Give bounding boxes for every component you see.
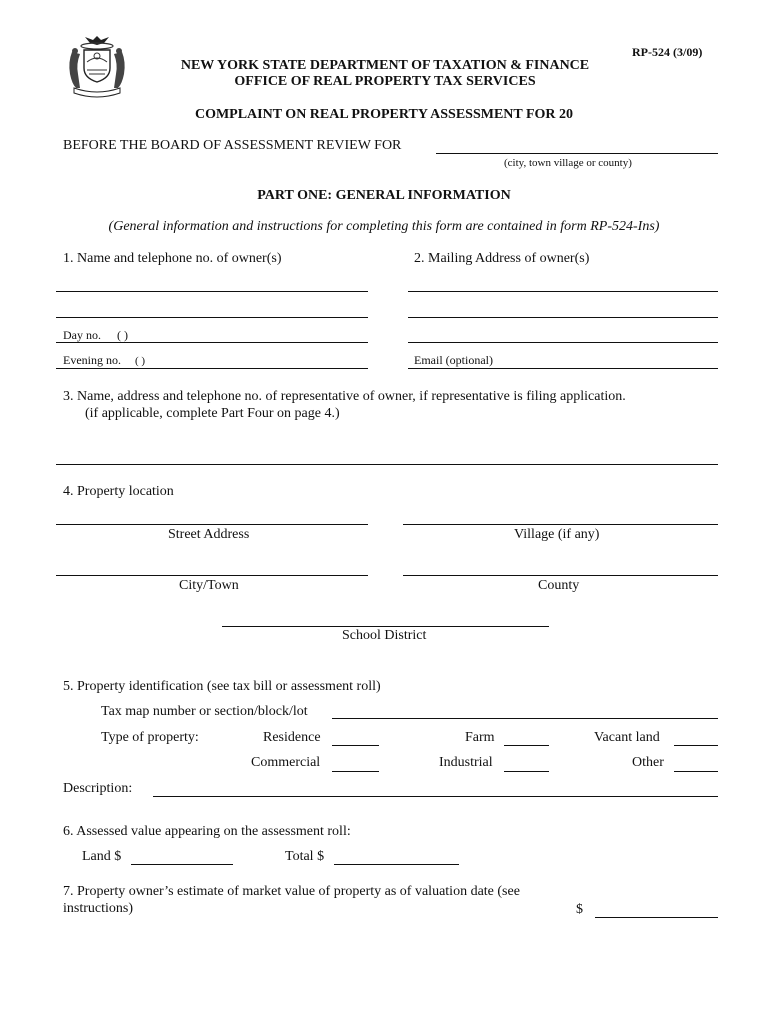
city-town-caption: City/Town bbox=[179, 578, 239, 593]
industrial-field[interactable] bbox=[504, 771, 549, 772]
commercial-field[interactable] bbox=[332, 771, 379, 772]
description-label: Description: bbox=[63, 781, 133, 796]
q7-label: 7. Property owner’s estimate of market value of property as of valuation date (see bbox=[63, 884, 520, 899]
vacant-land-label: Vacant land bbox=[594, 730, 660, 745]
farm-field[interactable] bbox=[504, 745, 549, 746]
mailing-address-line-3[interactable] bbox=[408, 342, 718, 343]
board-name-field[interactable] bbox=[436, 153, 718, 154]
email-label: Email (optional) bbox=[414, 353, 493, 367]
village-caption: Village (if any) bbox=[514, 527, 600, 542]
other-label: Other bbox=[632, 755, 664, 770]
q2-label: 2. Mailing Address of owner(s) bbox=[414, 251, 590, 266]
vacant-land-field[interactable] bbox=[674, 745, 718, 746]
village-field[interactable] bbox=[403, 524, 718, 525]
farm-label: Farm bbox=[465, 730, 495, 745]
day-phone-label: Day no. bbox=[63, 328, 101, 342]
total-value-field[interactable] bbox=[334, 864, 459, 865]
representative-field[interactable] bbox=[56, 464, 718, 465]
market-value-field[interactable] bbox=[595, 917, 718, 918]
industrial-label: Industrial bbox=[439, 755, 493, 770]
school-district-caption: School District bbox=[342, 628, 427, 643]
board-label: BEFORE THE BOARD OF ASSESSMENT REVIEW FOR bbox=[63, 138, 402, 153]
mailing-address-line-1[interactable] bbox=[408, 291, 718, 292]
commercial-label: Commercial bbox=[251, 755, 321, 770]
land-value-label: Land $ bbox=[82, 849, 122, 864]
owner-name-line-1[interactable] bbox=[56, 291, 368, 292]
county-field[interactable] bbox=[403, 575, 718, 576]
market-value-dollar: $ bbox=[576, 902, 583, 917]
evening-phone-area-code: ( ) bbox=[135, 355, 146, 367]
q4-label: 4. Property location bbox=[63, 484, 174, 499]
day-phone-area-code: ( ) bbox=[117, 328, 128, 342]
land-value-field[interactable] bbox=[131, 864, 233, 865]
q3-sublabel: (if applicable, complete Part Four on page 4.) bbox=[85, 406, 340, 421]
q1-label: 1. Name and telephone no. of owner(s) bbox=[63, 251, 282, 266]
part-one-heading: PART ONE: GENERAL INFORMATION bbox=[257, 188, 511, 203]
q6-label: 6. Assessed value appearing on the assessment roll: bbox=[63, 824, 351, 839]
email-field[interactable] bbox=[408, 368, 718, 369]
mailing-address-line-2[interactable] bbox=[408, 317, 718, 318]
total-value-label: Total $ bbox=[285, 849, 325, 864]
evening-phone-field[interactable] bbox=[56, 368, 368, 369]
owner-name-line-2[interactable] bbox=[56, 317, 368, 318]
description-field[interactable] bbox=[153, 796, 718, 797]
form-code: RP-524 (3/09) bbox=[632, 45, 703, 59]
part-one-note: (General information and instructions for completing this form are contained in form RP-524-Ins) bbox=[108, 219, 660, 234]
residence-label: Residence bbox=[263, 730, 321, 745]
q5-label: 5. Property identification (see tax bill or assessment roll) bbox=[63, 679, 381, 694]
tax-map-label: Tax map number or section/block/lot bbox=[101, 704, 308, 719]
residence-field[interactable] bbox=[332, 745, 379, 746]
evening-phone-label: Evening no. bbox=[63, 353, 121, 367]
form-title: COMPLAINT ON REAL PROPERTY ASSESSMENT FOR 20 bbox=[194, 107, 574, 122]
city-town-field[interactable] bbox=[56, 575, 368, 576]
county-caption: County bbox=[538, 578, 580, 593]
board-caption: (city, town village or county) bbox=[504, 157, 632, 169]
day-phone-field[interactable] bbox=[56, 342, 368, 343]
street-address-caption: Street Address bbox=[168, 527, 250, 542]
agency-name: NEW YORK STATE DEPARTMENT OF TAXATION & FINANCE bbox=[180, 58, 590, 73]
q3-label: 3. Name, address and telephone no. of representative of owner, if representative is filing application. bbox=[63, 389, 626, 404]
office-name: OFFICE OF REAL PROPERTY TAX SERVICES bbox=[234, 74, 536, 89]
tax-map-field[interactable] bbox=[332, 718, 718, 719]
other-field[interactable] bbox=[674, 771, 718, 772]
street-address-field[interactable] bbox=[56, 524, 368, 525]
type-of-property-label: Type of property: bbox=[101, 730, 199, 745]
q7-sublabel: instructions) bbox=[63, 901, 133, 916]
nys-seal-logo bbox=[62, 34, 132, 98]
